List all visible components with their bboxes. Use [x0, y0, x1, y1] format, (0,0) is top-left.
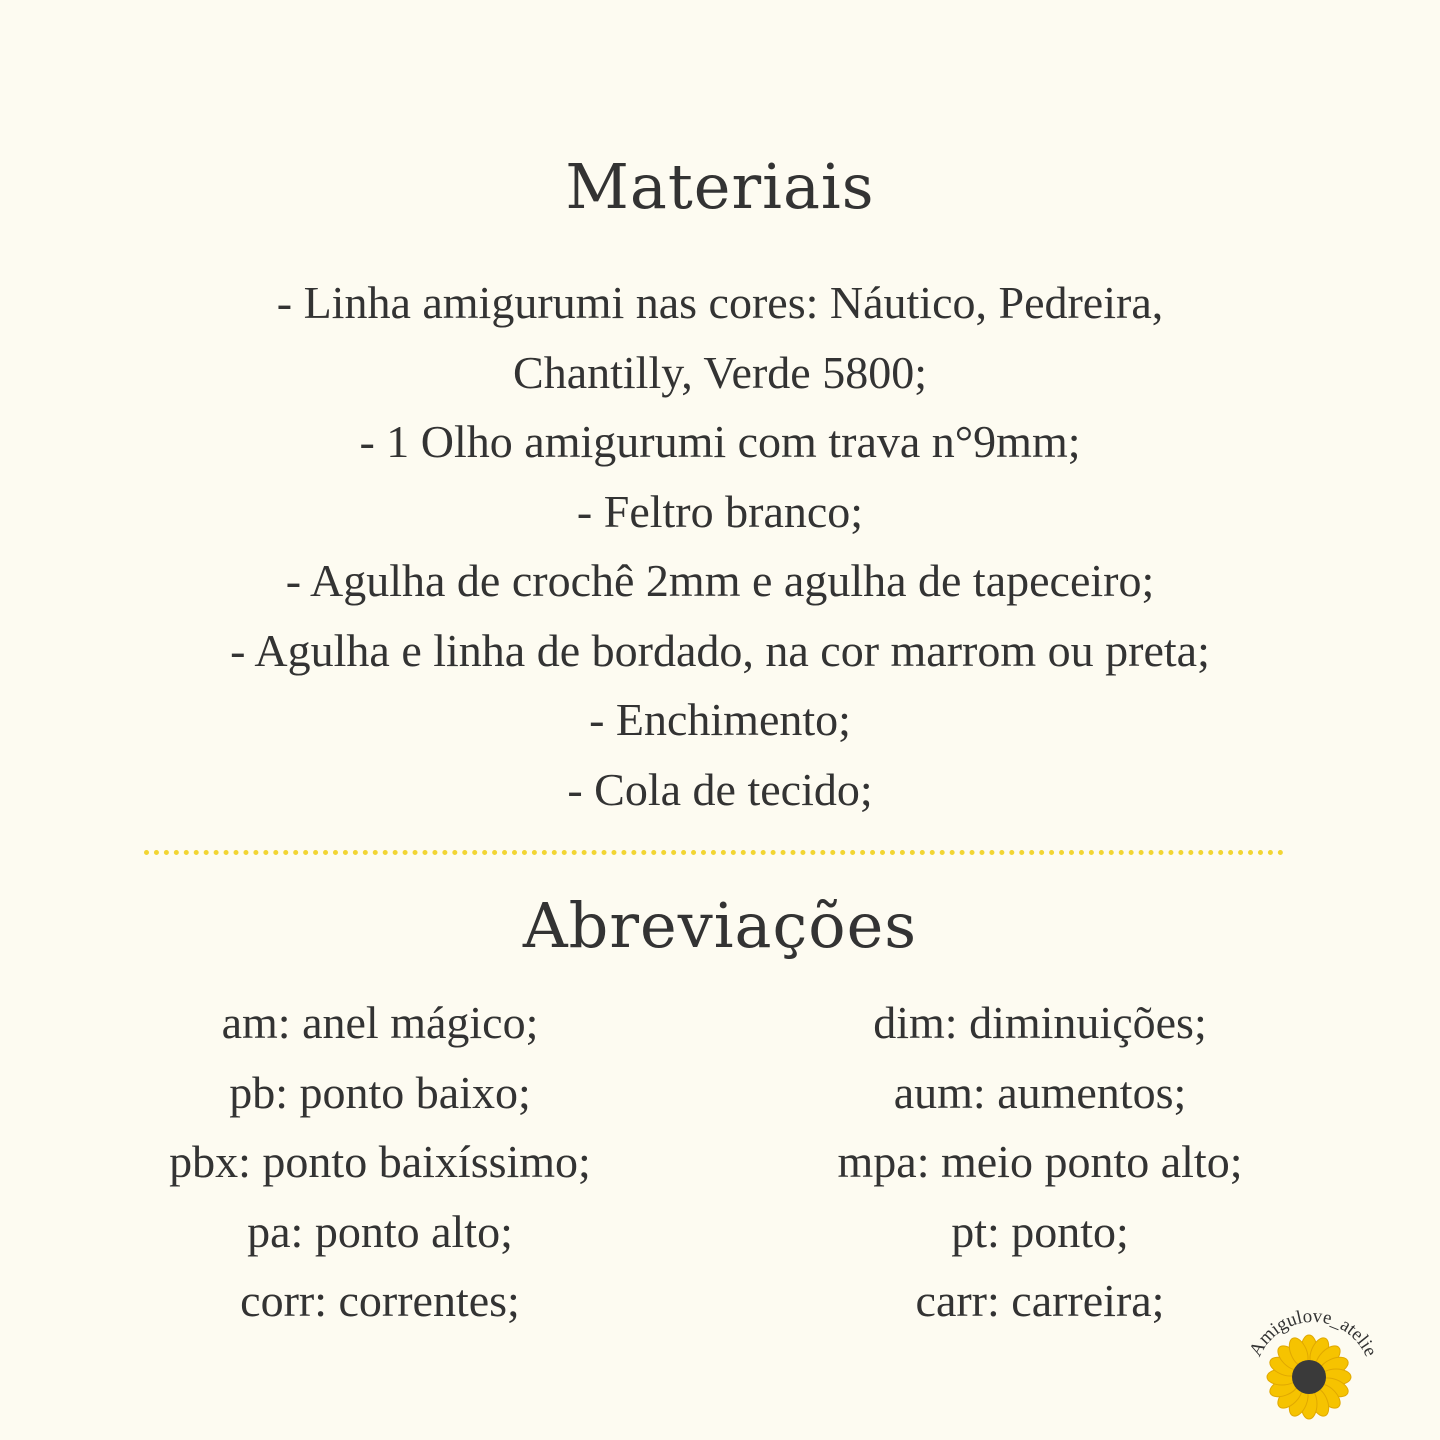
- logo-text-path: Amigulove_atelie: [1245, 1305, 1381, 1360]
- abbreviation-item: mpa: meio ponto alto;: [837, 1136, 1243, 1187]
- materials-item: Chantilly, Verde 5800;: [513, 346, 927, 398]
- abbreviation-item: corr: correntes;: [240, 1275, 520, 1326]
- materials-item: - Feltro branco;: [576, 485, 864, 537]
- materials-item: - Cola de tecido;: [567, 763, 873, 815]
- abbreviation-item: pb: ponto baixo;: [229, 1066, 531, 1118]
- materials-item: - Linha amigurumi nas cores: Náutico, Pedreira,: [276, 277, 1164, 328]
- abbreviation-item: pbx: ponto baixíssimo;: [169, 1136, 591, 1187]
- abbreviation-item: pa: ponto alto;: [247, 1205, 513, 1257]
- brand-logo: [1225, 1280, 1395, 1420]
- sunflower-icon: [1267, 1335, 1351, 1419]
- abbreviations-right-column: [780, 988, 1300, 1336]
- abbreviation-item: aum: aumentos;: [893, 1066, 1187, 1118]
- materials-item: - Agulha de crochê 2mm e agulha de tapeceiro;: [285, 555, 1155, 606]
- abbreviations-left-column: [100, 988, 660, 1336]
- materials-item: - 1 Olho amigurumi com trava n°9mm;: [359, 416, 1081, 467]
- dotted-divider: [144, 850, 1284, 855]
- abbreviation-item: am: anel mágico;: [221, 997, 539, 1048]
- abbreviation-item: pt: ponto;: [951, 1205, 1129, 1257]
- sunflower-center: [1292, 1360, 1326, 1394]
- abbreviation-item: dim: diminuições;: [873, 997, 1207, 1048]
- abbreviations-title: Abreviações: [522, 889, 918, 962]
- materials-list: [100, 268, 1340, 824]
- materials-item: - Enchimento;: [589, 694, 851, 745]
- abbreviation-item: carr: carreira;: [915, 1275, 1165, 1326]
- materials-title: Materiais: [565, 150, 875, 223]
- materials-item: - Agulha e linha de bordado, na cor marrom ou preta;: [230, 624, 1210, 676]
